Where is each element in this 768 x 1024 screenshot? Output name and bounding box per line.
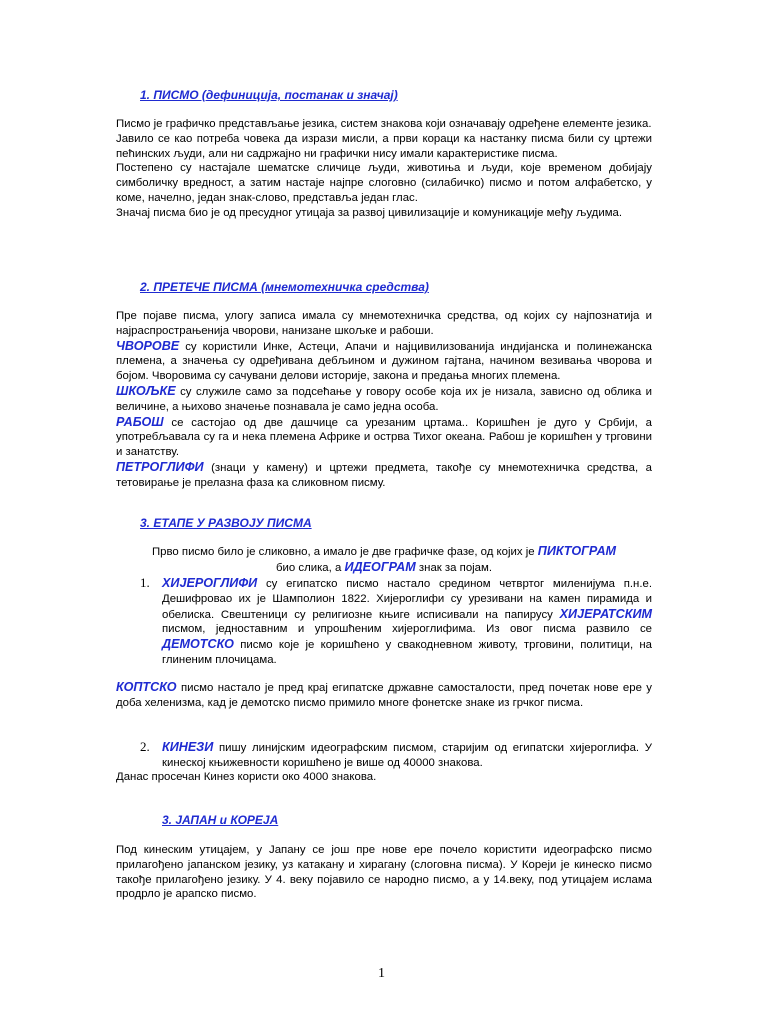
paragraph: Данас просечан Кинез користи око 4000 знакова. (116, 771, 377, 783)
list-number: 1. (140, 575, 150, 590)
paragraph-text: се састојао од две дашчице са урезаним цртама.. Коришћен је дуго у Србији, а употребљавала су га и нека племена Африке и острва Тихог океана. Рабош је коришћен у трговини и занатству. (116, 416, 652, 459)
heading-1: 1. ПИСМО (дефиниција, постанак и значај) (140, 88, 398, 102)
paragraph-text: писмо које је коришћено у свакодневном животу, трговини, политици, на глиненим плочицама. (162, 639, 652, 666)
term-ideogram: ИДЕОГРАМ (344, 559, 416, 574)
paragraph (116, 384, 652, 415)
heading-2: 2. ПРЕТЕЧЕ ПИСМА (мнемотехничка средства) (140, 280, 429, 294)
paragraph: Под кинеским утицајем, у Јапану се још пре нове ере почело користити идеографско писмо прилагођено јапанском језику, уз катакану и хирагану (слоговна писма). У Кореји је кинеско писмо такође прилагођено језику. У 4. веку појавило се народно писмо, а у 14.веку, под утицајем ислама продрло је арапско писмо. (116, 844, 652, 901)
section-1-body (116, 117, 652, 221)
paragraph: Пре појаве писма, улогу записа имала су мнемотехничка средства, од којих су најпознатија и најраспрострањенија чворови, нанизане шкољке и рабоши. (116, 310, 652, 337)
paragraph (116, 415, 652, 460)
paragraph-text: (знаци у камену) и цртежи предмета, такође су мнемотехничка средства, а тетовирање је прелазна фаза ка сликовном писму. (116, 461, 652, 489)
paragraph: Значај писма био је од пресудног утицаја за развој цивилизације и комуникације међу људима. (116, 206, 623, 219)
paragraph: Јавило се као потреба човека да изрази мисли, а први кораци ка настанку писма били су цртежи пећинских људи, али ни садржајно ни графички нису имали карактеристике писма. (116, 132, 652, 160)
section-4-body (116, 843, 652, 902)
paragraph-text: су користили Инке, Астеци, Апачи и најцивилизованија индијанска и полинежанска племена, а значења су одређивана дебљином и дужином гајтана, начином везивања чворова и бојом. Чворовима су сачувани делови историје, закона и предања многих племена. (116, 340, 652, 383)
list-number: 2. (140, 739, 150, 754)
paragraph-text: писмо настало је пред крај египатске државне самосталости, пред почетак нове ере у доба хеленизма, кад је демотско писмо примило многе фонетске знаке из грчког писма. (116, 682, 652, 709)
heading-3: 3. ЕТАПЕ У РАЗВОЈУ ПИСМА (140, 516, 312, 530)
paragraph-text: био слика, а (275, 561, 345, 574)
term-kinezi: КИНЕЗИ (162, 740, 214, 754)
heading-4: 3. ЈАПАН и КОРЕЈА (162, 813, 279, 827)
paragraph (116, 460, 652, 491)
term-hijeroglifi: ХИЈЕРОГЛИФИ (162, 576, 258, 590)
term-petroglifi: ПЕТРОГЛИФИ (116, 459, 204, 474)
term-rabos: РАБОШ (116, 414, 164, 429)
paragraph-text: Прво писмо било је сликовно, а имало је две графичке фазе, од којих је (151, 546, 538, 558)
section-3-intro (116, 544, 652, 576)
paragraph-text: пишу линијским идеографским писмом, старијим од египатски хијероглифа. У кинеској књижевности коришћено је више од 40000 знакова. (162, 742, 652, 769)
term-piktogram: ПИКТОГРАМ (537, 544, 617, 558)
paragraph-text: су служиле само за подсећање у говору особе која их је низала, зависно од облика и величине, а њихово значење познавала је само једна особа. (116, 385, 652, 413)
list-item-kinezi (162, 740, 652, 771)
term-koptsko: КОПТСКО (116, 680, 177, 694)
paragraph-koptsko (116, 680, 652, 711)
paragraph-text: знак за појам. (415, 561, 493, 574)
paragraph-text: писмом, једноставним и упрошћеним хијероглифима. Из овог писма развило се (162, 623, 652, 636)
term-hijeratskim: ХИЈЕРАТСКИМ (559, 606, 652, 621)
term-cvorove: ЧВОРОВЕ (116, 338, 180, 353)
paragraph-text: су египатско писмо настало средином четвртог миленијума п.н.е. Дешифровао их је Шамполион 1822. Хијероглифи су урезивани на камен пирамида и обелиска. Свештеници су религиозне књиге исписивали на папирусу (162, 578, 652, 621)
term-demotsko: ДЕМОТСКО (162, 637, 234, 652)
paragraph: Писмо је графичко представљање језика, систем знакова који означавају одређене елементе језика. (116, 118, 652, 130)
list-item-hijeroglifi (162, 576, 652, 668)
paragraph: Постепено су настајале шематске сличице људи, животиња и људи, које временом добијају симболичку вредност, а затим настаје најпре слоговно (силабичко) писмо и потом алфабетско, у коме, начелно, један знак-слово, представља један глас. (116, 162, 652, 204)
section-2-body (116, 309, 652, 491)
page-number: 1 (378, 966, 385, 981)
term-skoljke: ШКОЉКЕ (116, 383, 176, 398)
paragraph (116, 339, 652, 384)
